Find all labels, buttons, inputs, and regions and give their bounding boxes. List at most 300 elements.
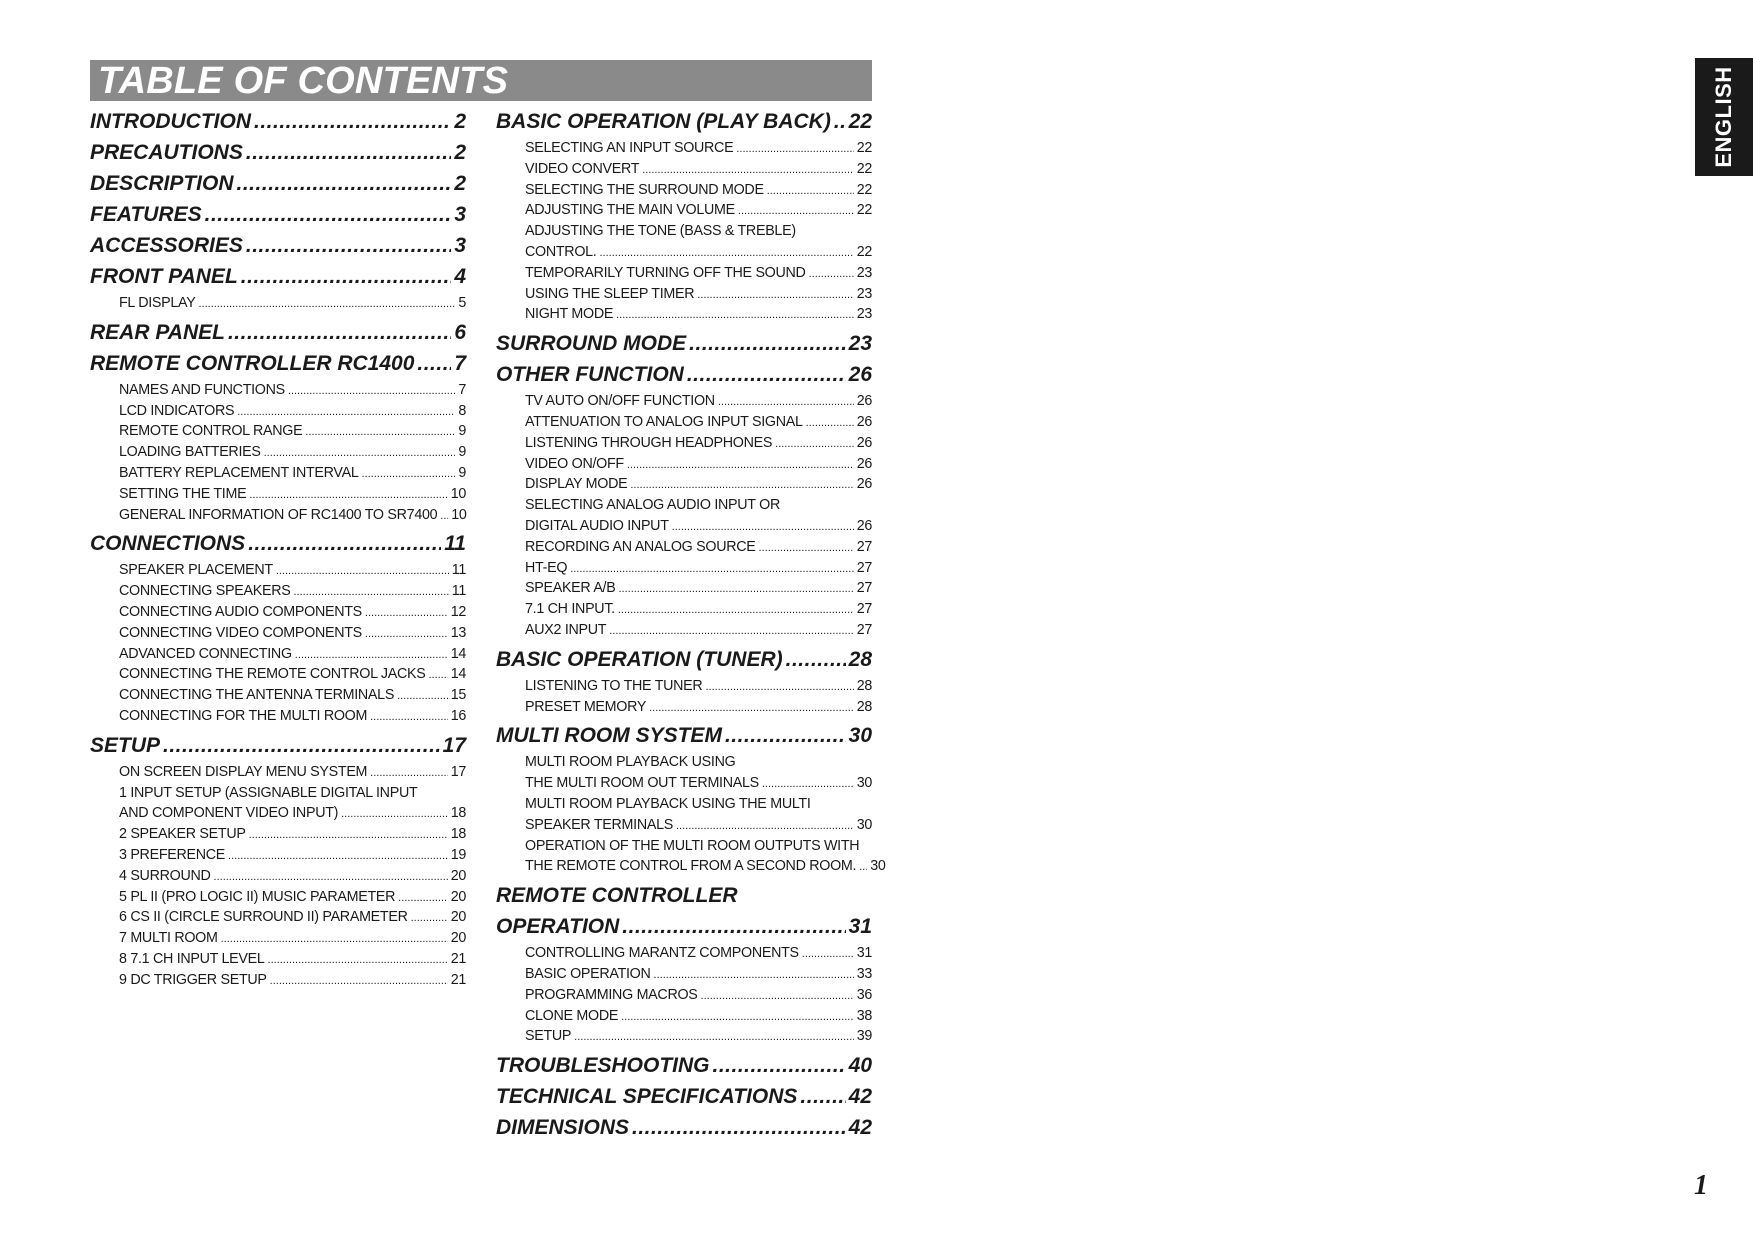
toc-entry-lcd-indicators — [90, 401, 466, 422]
dot-leader — [800, 1081, 845, 1112]
dot-leader — [627, 455, 854, 476]
dot-leader — [341, 804, 448, 825]
toc-entry-label: GENERAL INFORMATION OF RC1400 TO SR7400 — [119, 506, 438, 523]
toc-entry-label: SPEAKER TERMINALS — [525, 816, 673, 833]
toc-entry-label: LISTENING THROUGH HEADPHONES — [525, 434, 773, 451]
toc-entry-label: 2 SPEAKER SETUP — [119, 826, 246, 843]
toc-entry-page: 6 — [454, 320, 466, 344]
toc-entry-page: 27 — [856, 621, 872, 638]
toc-entry-label: CONNECTING AUDIO COMPONENTS — [119, 603, 362, 620]
dot-leader — [254, 106, 451, 137]
dot-leader — [786, 644, 846, 675]
toc-entry-adjusting-the-tone-bass-treble — [496, 221, 872, 242]
toc-entry-page: 22 — [856, 140, 872, 156]
toc-entry-label: SURROUND MODE — [496, 332, 687, 356]
toc-entry-label: VIDEO ON/OFF — [525, 455, 624, 472]
toc-entry-battery-replacement-interval — [90, 463, 466, 484]
toc-entry-connecting-speakers — [90, 581, 466, 602]
dot-leader — [428, 665, 447, 686]
dot-leader — [630, 475, 853, 496]
toc-entry-page: 16 — [450, 707, 466, 724]
toc-entry-label: SETUP — [525, 1028, 572, 1045]
toc-entry-label: TEMPORARILY TURNING OFF THE SOUND — [525, 264, 806, 281]
toc-entry-label: PROGRAMMING MACROS — [525, 986, 698, 1003]
toc-entry-attenuation-to-analog-input-signal — [496, 412, 872, 433]
toc-entry-accessories — [90, 230, 466, 261]
toc-entry-aux2-input — [496, 620, 872, 641]
toc-entry-digital-audio-input — [496, 516, 872, 537]
title-banner — [90, 60, 872, 101]
toc-entry-label: REMOTE CONTROLLER RC1400 — [90, 351, 415, 375]
toc-entry-label: 7.1 CH INPUT. — [525, 601, 615, 618]
toc-entry-basic-operation — [496, 964, 872, 985]
dot-leader — [616, 305, 854, 326]
toc-entry-precautions — [90, 137, 466, 168]
dot-leader — [642, 160, 853, 181]
toc-entry-1-input-setup-assignable-digital-input — [90, 783, 466, 804]
toc-entry-page: 27 — [856, 559, 872, 576]
dot-leader — [397, 686, 448, 707]
toc-entry-label: TROUBLESHOOTING — [496, 1054, 710, 1078]
toc-entry-page: 28 — [856, 677, 872, 694]
dot-leader — [237, 402, 455, 423]
toc-entry-page: 22 — [848, 110, 872, 133]
toc-entry-label: NAMES AND FUNCTIONS — [119, 381, 285, 398]
dot-leader — [370, 707, 448, 728]
toc-entry-label: ON SCREEN DISPLAY MENU SYSTEM — [119, 763, 368, 780]
dot-leader — [618, 579, 853, 600]
toc-entry-label: CLONE MODE — [525, 1007, 619, 1024]
toc-entry-label: SPEAKER A/B — [525, 580, 616, 597]
toc-entry-connections — [90, 528, 466, 559]
toc-entry-speaker-placement — [90, 560, 466, 581]
dot-leader — [738, 201, 854, 222]
toc-entry-page: 30 — [870, 858, 886, 875]
toc-entry-page: 18 — [450, 826, 466, 843]
dot-leader — [365, 603, 448, 624]
toc-entry-label: VIDEO CONVERT — [525, 160, 640, 177]
toc-entry-basic-operation-tuner — [496, 644, 872, 675]
toc-entry-page: 26 — [848, 363, 872, 387]
dot-leader — [775, 434, 854, 455]
dot-leader — [249, 485, 447, 506]
dot-leader — [264, 443, 456, 464]
dot-leader — [295, 645, 448, 666]
dot-leader — [834, 106, 846, 137]
dot-leader — [767, 181, 854, 202]
toc-entry-label: 5 PL II (PRO LOGIC II) MUSIC PARAMETER — [119, 888, 396, 905]
toc-entry-recording-an-analog-source — [496, 537, 872, 558]
toc-entry-page: 27 — [856, 601, 872, 618]
dot-leader — [221, 929, 448, 950]
toc-column-right — [496, 106, 886, 1143]
toc-entry-label: FEATURES — [90, 203, 202, 226]
toc-entry-page: 26 — [856, 434, 872, 451]
page-title: TABLE OF CONTENTS — [98, 60, 509, 102]
toc-entry-adjusting-the-main-volume — [496, 200, 872, 221]
toc-entry-label: REMOTE CONTROL RANGE — [119, 423, 303, 440]
toc-entry-label: SPEAKER PLACEMENT — [119, 562, 273, 579]
dot-leader — [417, 348, 451, 379]
toc-entry-setting-the-time — [90, 484, 466, 505]
dot-leader — [697, 285, 853, 306]
dot-leader — [632, 1112, 846, 1143]
toc-entry-label: CONNECTING THE ANTENNA TERMINALS — [119, 687, 395, 704]
toc-entry-page: 19 — [450, 846, 466, 863]
toc-entry-page: 26 — [856, 476, 872, 493]
toc-entry-introduction — [90, 106, 466, 137]
dot-leader — [268, 950, 448, 971]
toc-entry-page: 28 — [848, 647, 872, 671]
dot-leader — [198, 294, 455, 315]
toc-entry-5-pl-ii-pro-logic-ii-music-parameter — [90, 887, 466, 908]
toc-entry-4-surround — [90, 866, 466, 887]
toc-entry-9-dc-trigger-setup — [90, 970, 466, 991]
toc-entry-selecting-the-surround-mode — [496, 180, 872, 201]
toc-entry-page: 30 — [856, 816, 872, 833]
toc-entry-rear-panel — [90, 317, 466, 348]
toc-entry-page: 20 — [450, 909, 466, 926]
toc-entry-label: 7 MULTI ROOM — [119, 930, 218, 947]
dot-leader — [705, 677, 853, 698]
toc-entry-page: 40 — [848, 1054, 872, 1078]
toc-entry-operation-of-the-multi-room-outputs-with — [496, 836, 872, 857]
toc-entry-page: 21 — [450, 971, 466, 988]
toc-entry-page: 28 — [856, 698, 872, 715]
toc-entry-label: ATTENUATION TO ANALOG INPUT SIGNAL — [525, 413, 803, 430]
toc-entry-label: OPERATION — [496, 915, 620, 939]
toc-entry-advanced-connecting — [90, 644, 466, 665]
toc-entry-front-panel — [90, 261, 466, 292]
toc-entry-page: 15 — [450, 687, 466, 704]
toc-entry-label: CONTROLLING MARANTZ COMPONENTS — [525, 945, 799, 962]
toc-entry-multi-room-playback-using — [496, 752, 872, 773]
toc-entry-label: THE REMOTE CONTROL FROM A SECOND ROOM. — [525, 858, 857, 875]
dot-leader — [622, 911, 845, 942]
toc-entry-label: INTRODUCTION — [90, 110, 251, 133]
dot-leader — [806, 413, 854, 434]
toc-entry-2-speaker-setup — [90, 824, 466, 845]
toc-entry-using-the-sleep-timer — [496, 284, 872, 305]
dot-leader — [246, 230, 451, 261]
toc-entry-connecting-audio-components — [90, 602, 466, 623]
toc-entry-video-on-off — [496, 454, 872, 475]
dot-leader — [370, 763, 448, 784]
toc-entry-page: 23 — [856, 264, 872, 281]
toc-entry-page: 12 — [450, 603, 466, 620]
toc-entry-display-mode — [496, 474, 872, 495]
toc-entry-remote-control-range — [90, 421, 466, 442]
toc-entry-label: SETUP — [90, 733, 161, 757]
dot-leader — [859, 857, 867, 878]
toc-entry-dimensions — [496, 1112, 872, 1143]
toc-entry-remote-controller — [496, 880, 872, 911]
toc-entry-6-cs-ii-circle-surround-ii-parameter — [90, 907, 466, 928]
toc-entry-page: 2 — [454, 110, 466, 133]
toc-entry-features — [90, 199, 466, 230]
toc-entry-selecting-an-input-source — [496, 138, 872, 159]
toc-entry-label: SELECTING ANALOG AUDIO INPUT OR — [525, 497, 780, 514]
toc-entry-on-screen-display-menu-system — [90, 762, 466, 783]
toc-entry-label: OTHER FUNCTION — [496, 363, 684, 387]
dot-leader — [305, 422, 455, 443]
toc-entry-page: 7 — [454, 351, 466, 375]
dot-leader — [228, 846, 448, 867]
toc-entry-troubleshooting — [496, 1050, 872, 1081]
toc-entry-page: 27 — [856, 538, 872, 555]
dot-leader — [249, 825, 448, 846]
toc-entry-page: 26 — [856, 413, 872, 430]
toc-entry-operation — [496, 911, 872, 942]
toc-entry-page: 31 — [856, 945, 872, 962]
dot-leader — [214, 867, 448, 888]
toc-entry-technical-specifications — [496, 1081, 872, 1112]
toc-entry-and-component-video-input — [90, 803, 466, 824]
toc-entry-multi-room-playback-using-the-multi — [496, 794, 872, 815]
dot-leader — [163, 730, 440, 761]
dot-leader — [241, 261, 452, 292]
toc-entry-ht-eq — [496, 558, 872, 579]
toc-entry-general-information-of-rc1400-to-sr7400 — [90, 505, 466, 526]
dot-leader — [293, 582, 448, 603]
toc-entry-page: 39 — [856, 1028, 872, 1045]
dot-leader — [574, 1027, 854, 1048]
toc-entry-label: USING THE SLEEP TIMER — [525, 285, 695, 302]
toc-entry-label: 6 CS II (CIRCLE SURROUND II) PARAMETER — [119, 909, 408, 926]
toc-entry-label: HT-EQ — [525, 559, 568, 576]
dot-leader — [718, 392, 854, 413]
toc-entry-label: BASIC OPERATION (PLAY BACK) — [496, 110, 831, 133]
toc-entry-page: 21 — [450, 950, 466, 967]
toc-entry-label: REAR PANEL — [90, 320, 225, 344]
toc-entry-page: 42 — [848, 1085, 872, 1109]
toc-entry-setup — [496, 1026, 872, 1047]
toc-column-left — [90, 106, 466, 994]
toc-entry-programming-macros — [496, 985, 872, 1006]
dot-leader — [270, 971, 448, 992]
dot-leader — [654, 965, 854, 986]
dot-leader — [759, 538, 854, 559]
toc-entry-setup — [90, 730, 466, 761]
toc-entry-page: 42 — [848, 1116, 872, 1140]
toc-entry-label: LCD INDICATORS — [119, 402, 235, 419]
toc-entry-label: CONNECTING VIDEO COMPONENTS — [119, 624, 362, 641]
dot-leader — [248, 528, 441, 559]
toc-entry-page: 3 — [454, 234, 466, 257]
toc-entry-listening-to-the-tuner — [496, 676, 872, 697]
toc-entry-control — [496, 242, 872, 263]
toc-entry-page: 2 — [454, 141, 466, 164]
toc-entry-page: 23 — [856, 285, 872, 302]
toc-entry-the-remote-control-from-a-second-room — [496, 856, 886, 877]
toc-entry-label: ACCESSORIES — [90, 234, 243, 257]
toc-entry-page: 20 — [450, 930, 466, 947]
toc-entry-connecting-video-components — [90, 623, 466, 644]
toc-entry-label: DIGITAL AUDIO INPUT — [525, 517, 669, 534]
toc-entry-selecting-analog-audio-input-or — [496, 495, 872, 516]
toc-entry-multi-room-system — [496, 720, 872, 751]
toc-entry-page: 18 — [450, 805, 466, 822]
toc-entry-label: SELECTING THE SURROUND MODE — [525, 181, 764, 198]
toc-entry-label: NIGHT MODE — [525, 306, 614, 323]
toc-entry-remote-controller-rc1400 — [90, 348, 466, 379]
toc-entry-surround-mode — [496, 328, 872, 359]
toc-entry-fl-display — [90, 293, 466, 314]
toc-entry-label: DESCRIPTION — [90, 172, 234, 195]
toc-entry-label: BASIC OPERATION (TUNER) — [496, 647, 783, 671]
toc-entry-page: 8 — [458, 402, 466, 419]
toc-entry-temporarily-turning-off-the-sound — [496, 263, 872, 284]
dot-leader — [599, 243, 853, 264]
toc-entry-label: PRECAUTIONS — [90, 141, 243, 164]
toc-entry-page: 22 — [856, 243, 872, 260]
toc-entry-page: 33 — [856, 965, 872, 982]
toc-entry-label: FL DISPLAY — [119, 295, 196, 311]
toc-entry-7-multi-room — [90, 928, 466, 949]
toc-entry-7-1-ch-input — [496, 599, 872, 620]
toc-entry-label: 4 SURROUND — [119, 867, 211, 884]
dot-leader — [725, 720, 846, 751]
toc-entry-page: 14 — [450, 666, 466, 683]
toc-entry-speaker-terminals — [496, 815, 872, 836]
toc-entry-night-mode — [496, 304, 872, 325]
toc-entry-preset-memory — [496, 697, 872, 718]
toc-entry-page: 38 — [856, 1007, 872, 1024]
dot-leader — [246, 137, 451, 168]
toc-entry-label: TV AUTO ON/OFF FUNCTION — [525, 393, 715, 410]
toc-entry-other-function — [496, 359, 872, 390]
toc-entry-page: 17 — [442, 733, 466, 757]
toc-entry-the-multi-room-out-terminals — [496, 773, 872, 794]
toc-entry-label: TECHNICAL SPECIFICATIONS — [496, 1085, 798, 1109]
toc-entry-label: MULTI ROOM PLAYBACK USING — [525, 754, 736, 771]
toc-entry-label: 3 PREFERENCE — [119, 846, 226, 863]
dot-leader — [649, 698, 854, 719]
language-tab-label: ENGLISH — [1711, 66, 1736, 168]
toc-entry-label: DISPLAY MODE — [525, 476, 628, 493]
toc-entry-label: MULTI ROOM SYSTEM — [496, 724, 722, 748]
toc-entry-page: 3 — [454, 203, 466, 226]
toc-entry-clone-mode — [496, 1006, 872, 1027]
toc-entry-8-7-1-ch-input-level — [90, 949, 466, 970]
toc-entry-page: 22 — [856, 181, 872, 198]
toc-entry-page: 9 — [458, 444, 466, 461]
toc-entry-page: 11 — [451, 562, 466, 579]
toc-entry-label: 1 INPUT SETUP (ASSIGNABLE DIGITAL INPUT — [119, 784, 418, 801]
toc-entry-connecting-the-antenna-terminals — [90, 685, 466, 706]
toc-entry-label: BATTERY REPLACEMENT INTERVAL — [119, 464, 359, 481]
dot-leader — [570, 559, 854, 580]
toc-entry-page: 14 — [450, 645, 466, 662]
toc-entry-page: 13 — [450, 624, 466, 641]
toc-entry-label: 9 DC TRIGGER SETUP — [119, 971, 267, 988]
toc-entry-label: LISTENING TO THE TUNER — [525, 677, 703, 694]
toc-entry-label: PRESET MEMORY — [525, 698, 647, 715]
toc-entry-page: 17 — [450, 763, 466, 780]
toc-entry-label: OPERATION OF THE MULTI ROOM OUTPUTS WITH — [525, 837, 860, 854]
toc-entry-page: 7 — [458, 381, 466, 398]
toc-entry-page: 10 — [450, 485, 466, 502]
toc-entry-page: 9 — [458, 464, 466, 481]
dot-leader — [672, 517, 854, 538]
toc-entry-label: SETTING THE TIME — [119, 485, 247, 502]
toc-entry-tv-auto-on-off-function — [496, 391, 872, 412]
toc-entry-label: ADJUSTING THE TONE (BASS & TREBLE) — [525, 223, 796, 240]
toc-entry-label: AND COMPONENT VIDEO INPUT) — [119, 805, 339, 822]
dot-leader — [288, 381, 455, 402]
toc-entry-listening-through-headphones — [496, 433, 872, 454]
toc-entry-label: DIMENSIONS — [496, 1116, 630, 1140]
toc-entry-page: 26 — [856, 393, 872, 410]
dot-leader — [609, 621, 853, 642]
dot-leader — [440, 506, 448, 527]
dot-leader — [621, 1007, 854, 1028]
toc-entry-label: CONNECTING FOR THE MULTI ROOM — [119, 707, 368, 724]
toc-entry-page: 30 — [848, 724, 872, 748]
dot-leader — [398, 888, 448, 909]
toc-entry-3-preference — [90, 845, 466, 866]
dot-leader — [762, 774, 854, 795]
dot-leader — [228, 317, 451, 348]
dot-leader — [689, 328, 845, 359]
toc-entry-page: 22 — [856, 160, 872, 177]
toc-entry-speaker-a-b — [496, 578, 872, 599]
toc-entry-label: CONNECTING SPEAKERS — [119, 583, 291, 600]
toc-entry-page: 20 — [450, 888, 466, 905]
toc-entry-page: 31 — [848, 915, 872, 939]
toc-entry-label: ADVANCED CONNECTING — [119, 645, 292, 662]
toc-entry-page: 27 — [856, 580, 872, 597]
toc-entry-label: ADJUSTING THE MAIN VOLUME — [525, 202, 735, 219]
toc-entry-names-and-functions — [90, 380, 466, 401]
toc-entry-label: RECORDING AN ANALOG SOURCE — [525, 538, 756, 555]
dot-leader — [276, 561, 449, 582]
dot-leader — [676, 816, 854, 837]
dot-leader — [618, 600, 854, 621]
toc-entry-controlling-marantz-components — [496, 943, 872, 964]
toc-entry-loading-batteries — [90, 442, 466, 463]
toc-entry-label: CONNECTING THE REMOTE CONTROL JACKS — [119, 666, 426, 683]
toc-entry-page: 10 — [451, 506, 467, 523]
language-tab — [1695, 58, 1753, 176]
dot-leader — [809, 264, 854, 285]
dot-leader — [365, 624, 448, 645]
toc-entry-page: 23 — [856, 306, 872, 323]
toc-entry-connecting-the-remote-control-jacks — [90, 664, 466, 685]
toc-entry-label: CONTROL. — [525, 243, 597, 260]
toc-entry-label: LOADING BATTERIES — [119, 444, 261, 461]
dot-leader — [713, 1050, 846, 1081]
dot-leader — [362, 464, 456, 485]
toc-entry-page: 30 — [856, 775, 872, 792]
toc-entry-label: REMOTE CONTROLLER — [496, 884, 738, 908]
toc-entry-label: 8 7.1 CH INPUT LEVEL — [119, 950, 265, 967]
dot-leader — [411, 908, 448, 929]
toc-entry-label: AUX2 INPUT — [525, 621, 607, 638]
toc-entry-page: 22 — [856, 202, 872, 219]
toc-entry-page: 11 — [451, 583, 466, 600]
toc-entry-page: 36 — [856, 986, 872, 1003]
toc-entry-page: 23 — [848, 332, 872, 356]
toc-entry-label: BASIC OPERATION — [525, 965, 651, 982]
toc-entry-page: 5 — [458, 295, 466, 311]
toc-entry-basic-operation-play-back — [496, 106, 872, 137]
dot-leader — [205, 199, 452, 230]
dot-leader — [687, 359, 846, 390]
toc-entry-description — [90, 168, 466, 199]
toc-entry-page: 26 — [856, 517, 872, 534]
dot-leader — [237, 168, 452, 199]
